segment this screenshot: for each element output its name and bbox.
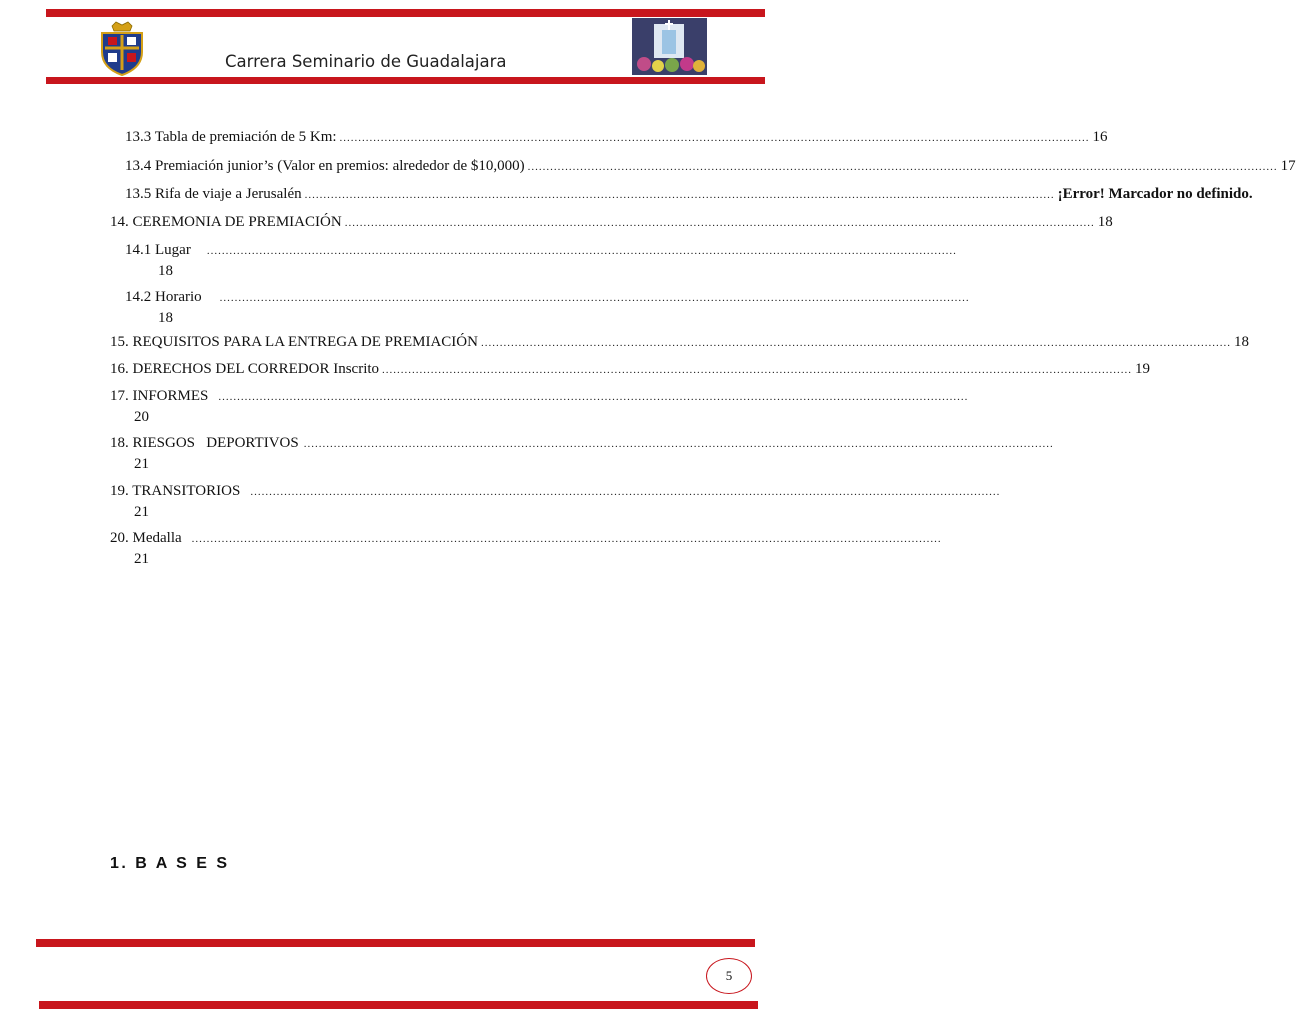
toc-entry-page: 20 <box>134 409 149 425</box>
footer-bottom-bar <box>39 1001 758 1009</box>
toc-entry-label: 19. TRANSITORIOS <box>110 483 241 499</box>
toc-entry[interactable]: 14.2 Horario ........................................................................................................................................................................................................ 18 <box>125 289 970 326</box>
page-number: 5 <box>725 968 733 983</box>
toc-entry[interactable]: 13.3 Tabla de premiación de 5 Km: ........................................................................................................................................................................................................ 16 <box>125 129 1108 145</box>
coat-of-arms-icon <box>98 20 146 76</box>
toc-entry[interactable]: 19. TRANSITORIOS ........................................................................................................................................................................................................ 21 <box>110 483 1001 520</box>
toc-entry-page: 18 <box>1097 214 1113 230</box>
toc-entry-label: 14. CEREMONIA DE PREMIACIÓN <box>110 214 342 230</box>
toc-entry[interactable]: 14.1 Lugar ........................................................................................................................................................................................................ 18 <box>125 242 957 279</box>
toc-entry-label: 16. DERECHOS DEL CORREDOR Inscrito <box>110 361 380 377</box>
toc-entry-label: 15. REQUISITOS PARA LA ENTREGA DE PREMIACIÓN <box>110 334 478 350</box>
toc-entry-page: 21 <box>134 504 149 520</box>
toc-entry-label: 14.1 Lugar <box>125 242 191 258</box>
toc-entry-page: 21 <box>134 551 149 567</box>
header-title: Carrera Seminario de Guadalajara <box>225 52 507 71</box>
toc-entry[interactable]: 14. CEREMONIA DE PREMIACIÓN ........................................................................................................................................................................................................ 18 <box>110 214 1113 230</box>
toc-entry-label: 13.4 Premiación junior’s (Valor en premios: alrededor de $10,000) <box>125 158 525 174</box>
toc-entry[interactable]: 20. Medalla ........................................................................................................................................................................................................ 21 <box>110 530 942 567</box>
toc-entry-label: 13.3 Tabla de premiación de 5 Km: <box>125 129 337 145</box>
toc-entry-page-error: ¡Error! Marcador no definido. <box>1057 186 1253 202</box>
church-photo-icon <box>632 18 707 75</box>
toc-entry[interactable]: 18. RIESGOS DEPORTIVOS ........................................................................................................................................................................................................ 21 <box>110 435 1054 472</box>
toc-entry-page: 18 <box>1233 334 1249 350</box>
toc-entry-page: 21 <box>134 456 149 472</box>
toc-entry-page: 18 <box>158 310 173 326</box>
toc-entry-label: 17. INFORMES <box>110 388 209 404</box>
toc-entry[interactable]: 15. REQUISITOS PARA LA ENTREGA DE PREMIACIÓN ........................................................................................................................................................................................................ 18 <box>110 334 1249 350</box>
toc-entry[interactable]: 13.5 Rifa de viaje a Jerusalén ........................................................................................................................................................................................................ ¡Error! Marcador no definido. <box>125 186 1253 202</box>
toc-entry-label: 13.5 Rifa de viaje a Jerusalén <box>125 186 302 202</box>
header-top-bar <box>46 9 765 17</box>
toc-entry-page: 19 <box>1135 361 1151 377</box>
toc-entry-label: 20. Medalla <box>110 530 182 546</box>
page-number-badge <box>706 958 752 994</box>
toc-entry-page: 17 <box>1280 158 1296 174</box>
toc-entry[interactable]: 16. DERECHOS DEL CORREDOR Inscrito ........................................................................................................................................................................................................ 19 <box>110 361 1151 377</box>
section-heading: 1. B A S E S <box>110 855 230 872</box>
footer-top-bar <box>36 939 755 947</box>
toc-entry-label: 14.2 Horario <box>125 289 202 305</box>
toc-entry[interactable]: 13.4 Premiación junior’s (Valor en premios: alrededor de $10,000) ........................................................................................................................................................................................................ 17 <box>125 158 1296 174</box>
header-bottom-bar <box>46 77 765 84</box>
toc-entry-page: 18 <box>158 263 173 279</box>
toc-entry[interactable]: 17. INFORMES ........................................................................................................................................................................................................ 20 <box>110 388 969 425</box>
toc-entry-page: 16 <box>1092 129 1108 145</box>
toc-entry-label: 18. RIESGOS DEPORTIVOS <box>110 435 299 451</box>
